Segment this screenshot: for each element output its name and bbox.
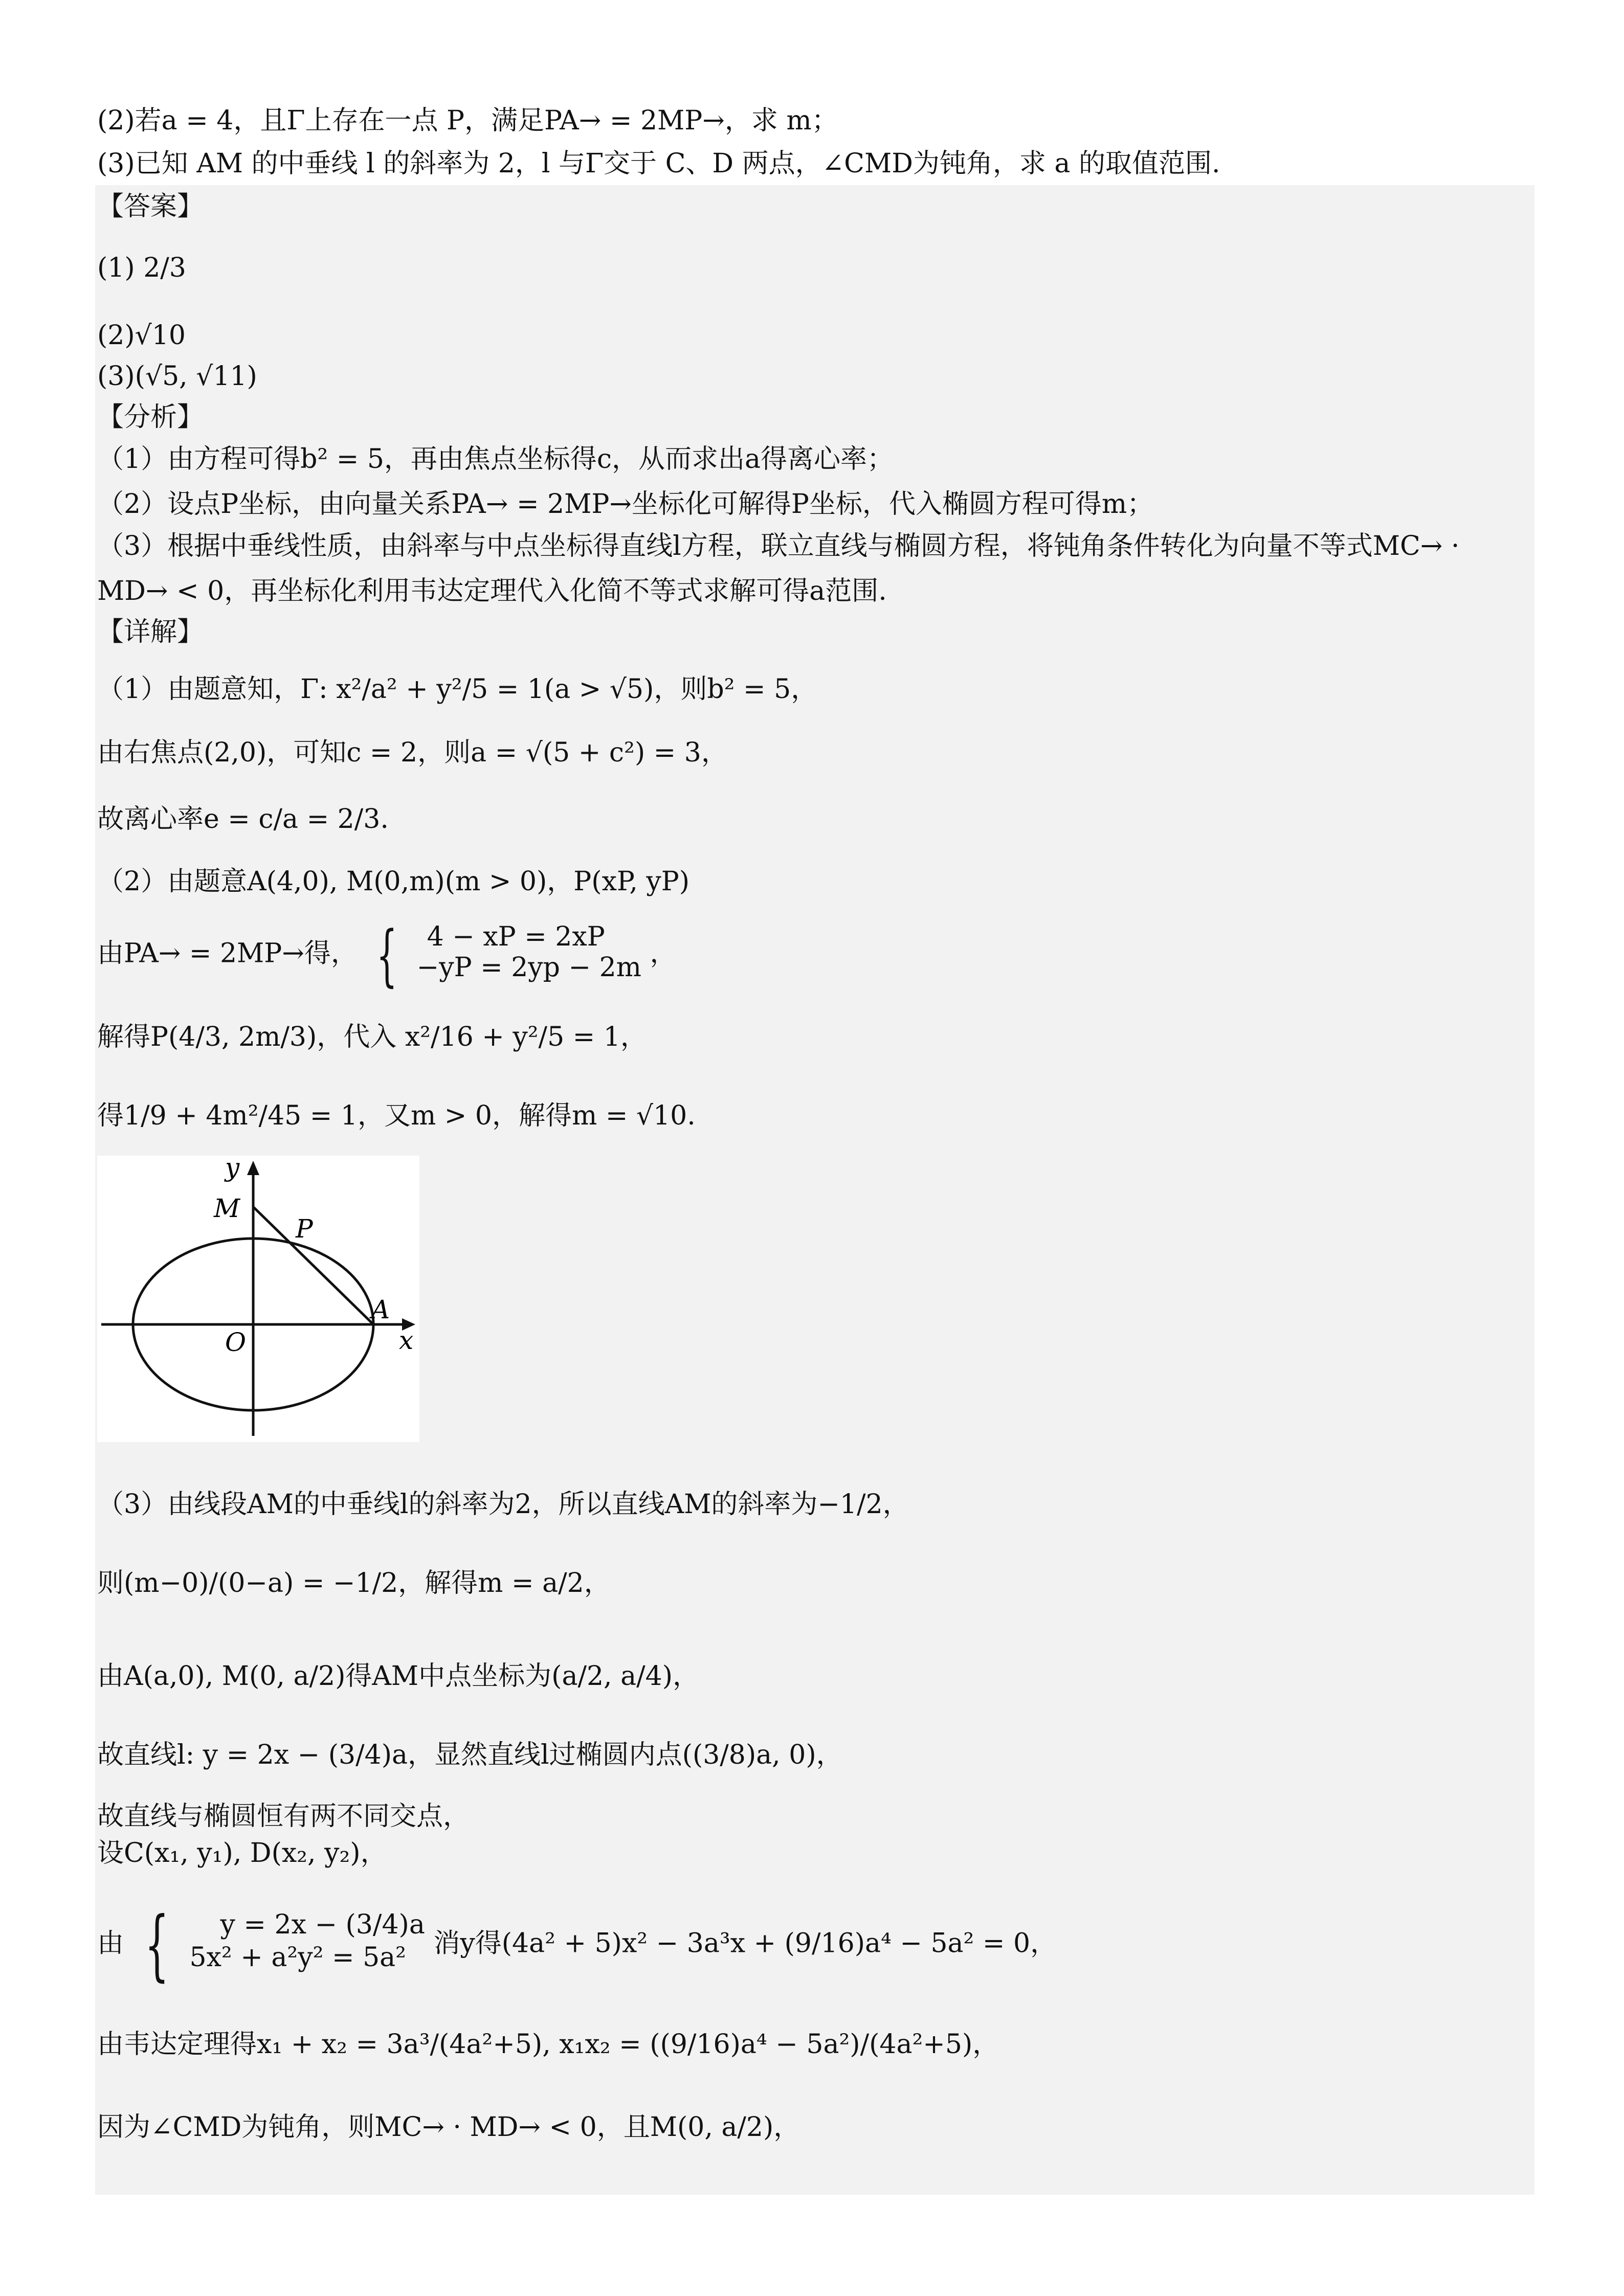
detail-step-1: （1）由题意知，Γ: x²/a² + y²/5 = 1(a > √5)，则b² = 5， bbox=[97, 674, 818, 705]
question-3: (3)已知 AM 的中垂线 l 的斜率为 2，l 与Γ交于 C、D 两点，∠CMD为钝角，求 a 的取值范围. bbox=[97, 148, 1220, 179]
detail-step-2: 由右焦点(2,0)，可知c = 2，则a = √(5 + c²) = 3， bbox=[97, 737, 728, 768]
label-P: P bbox=[296, 1214, 313, 1244]
equation-system-2 bbox=[417, 921, 641, 983]
analysis-heading: 【分析】 bbox=[97, 402, 204, 433]
label-O: O bbox=[225, 1327, 246, 1357]
detail-step-5-lead: 由PA→ = 2MP→得， bbox=[97, 938, 358, 969]
analysis-part-1: （1）由方程可得b² = 5，再由焦点坐标得c，从而求出a得离心率； bbox=[97, 444, 894, 475]
detail-step-6: 解得P(4/3, 2m/3)，代入 x²/16 + y²/5 = 1， bbox=[97, 1022, 647, 1052]
detail-step-5 bbox=[97, 916, 677, 994]
detail-step-4: （2）由题意A(4,0), M(0,m)(m > 0)，P(xP, yP) bbox=[97, 866, 690, 897]
detail-step-14-tail: 消y得(4a² + 5)x² − 3a³x + (9/16)a⁴ − 5a² = 0， bbox=[433, 1928, 1057, 1959]
detail-heading: 【详解】 bbox=[97, 617, 204, 647]
detail-step-12: 故直线与椭圆恒有两不同交点， bbox=[97, 1801, 470, 1832]
detail-step-14-lead: 由 bbox=[97, 1928, 124, 1959]
label-A: A bbox=[371, 1295, 390, 1324]
system-3-line-1: y = 2x − (3/4)a bbox=[220, 1909, 425, 1940]
detail-step-16: 因为∠CMD为钝角，则MC→ · MD→ < 0，且M(0, a/2)， bbox=[97, 2112, 800, 2143]
label-x: x bbox=[399, 1325, 414, 1355]
analysis-part-2: （2）设点P坐标，由向量关系PA→ = 2MP→坐标化可解得P坐标，代入椭圆方程可得m； bbox=[97, 489, 1154, 520]
detail-step-15: 由韦达定理得x₁ + x₂ = 3a³/(4a²+5), x₁x₂ = ((9/16)a⁴ − 5a²)/(4a²+5)， bbox=[97, 2029, 999, 2060]
detail-step-7: 得1/9 + 4m²/45 = 1，又m > 0，解得m = √10. bbox=[97, 1100, 696, 1131]
answer-3: (3)(√5, √11) bbox=[97, 361, 257, 392]
analysis-part-3: （3）根据中垂线性质，由斜率与中点坐标得直线l方程，联立直线与椭圆方程，将钝角条件转化为向量不等式MC→ · bbox=[97, 531, 1460, 561]
equation-system-brace-2: { bbox=[144, 1901, 169, 1990]
system-3-line-2: 5x² + a²y² = 5a² bbox=[189, 1942, 407, 1973]
detail-step-14 bbox=[97, 1901, 1057, 1990]
equation-system-3 bbox=[190, 1908, 425, 1974]
detail-step-3: 故离心率e = c/a = 2/3. bbox=[97, 804, 389, 835]
answer-heading: 【答案】 bbox=[97, 191, 204, 222]
detail-step-10: 由A(a,0), M(0, a/2)得AM中点坐标为(a/2, a/4)， bbox=[97, 1661, 700, 1692]
label-y: y bbox=[225, 1156, 240, 1182]
detail-step-5-tail: ， bbox=[650, 938, 677, 969]
question-2: (2)若a = 4，且Γ上存在一点 P，满足PA→ = 2MP→，求 m； bbox=[97, 105, 838, 136]
analysis-part-3-cont: MD→ < 0，再坐标化利用韦达定理代入化简不等式求解可得a范围. bbox=[97, 576, 887, 606]
detail-step-9: 则(m−0)/(0−a) = −1/2，解得m = a/2， bbox=[97, 1568, 611, 1599]
equation-system-brace: { bbox=[376, 916, 398, 994]
detail-step-8: （3）由线段AM的中垂线l的斜率为2，所以直线AM的斜率为−1/2， bbox=[97, 1489, 909, 1520]
system-2-line-1: 4 − xP = 2xP bbox=[427, 921, 605, 952]
answer-1: (1) 2/3 bbox=[97, 253, 186, 283]
answer-2: (2)√10 bbox=[97, 320, 186, 351]
detail-step-13: 设C(x₁, y₁), D(x₂, y₂)， bbox=[97, 1838, 387, 1869]
system-2-line-2: −yP = 2yp − 2m bbox=[416, 952, 641, 983]
label-M: M bbox=[214, 1194, 240, 1223]
detail-step-11: 故直线l: y = 2x − (3/4)a，显然直线l过椭圆内点((3/8)a, 0)， bbox=[97, 1740, 843, 1770]
ellipse-figure bbox=[97, 1156, 419, 1442]
